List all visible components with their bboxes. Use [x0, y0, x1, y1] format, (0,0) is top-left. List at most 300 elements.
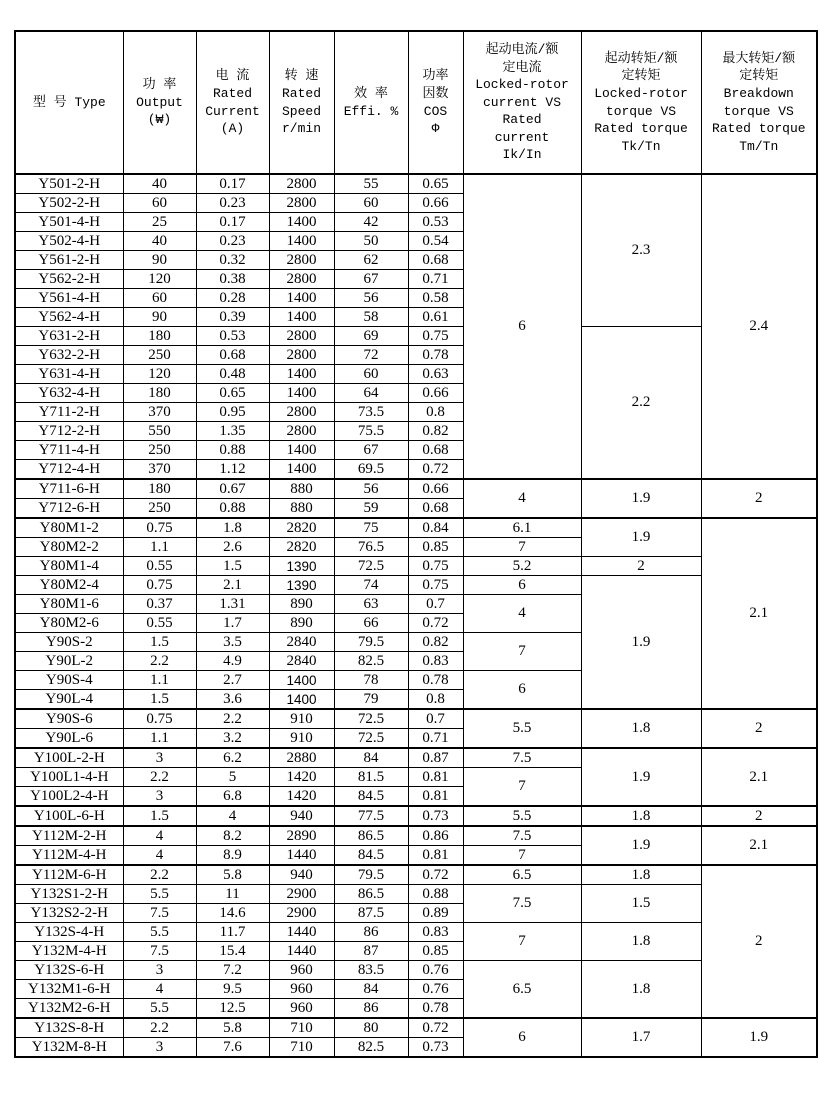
header-line: 功 率 [142, 77, 177, 93]
header-line: current [494, 129, 550, 145]
cell-effi: 56 [334, 289, 408, 308]
cell-speed: 2900 [269, 885, 334, 904]
cell-speed: 1440 [269, 942, 334, 961]
table-row [15, 1018, 817, 1038]
cell-speed: 2800 [269, 174, 334, 194]
header-tk [581, 31, 701, 174]
header-line: 定转矩 [739, 68, 779, 84]
cell-ik: 5.2 [463, 557, 581, 576]
cell-cos: 0.71 [408, 729, 463, 749]
header-output [123, 31, 196, 174]
table-row [15, 806, 817, 826]
cell-effi: 78 [334, 671, 408, 690]
cell-cos: 0.7 [408, 709, 463, 729]
header-line: Speed [281, 103, 321, 119]
cell-ik: 4 [463, 479, 581, 518]
cell-type: Y132S-4-H [15, 923, 123, 942]
cell-cos: 0.66 [408, 384, 463, 403]
cell-cos: 0.75 [408, 576, 463, 595]
cell-output: 1.5 [123, 633, 196, 652]
header-line: Ik/In [502, 147, 542, 163]
cell-speed: 1390 [269, 557, 334, 576]
cell-current: 0.28 [196, 289, 269, 308]
cell-type: Y712-2-H [15, 422, 123, 441]
header-line: 定电流 [502, 59, 542, 75]
cell-output: 4 [123, 980, 196, 999]
cell-current: 0.53 [196, 327, 269, 346]
cell-effi: 56 [334, 479, 408, 499]
cell-cos: 0.75 [408, 327, 463, 346]
cell-cos: 0.89 [408, 904, 463, 923]
cell-current: 9.5 [196, 980, 269, 999]
cell-output: 1.1 [123, 729, 196, 749]
cell-type: Y80M1-6 [15, 595, 123, 614]
cell-speed: 890 [269, 595, 334, 614]
header-ik [463, 31, 581, 174]
cell-current: 0.38 [196, 270, 269, 289]
cell-type: Y631-4-H [15, 365, 123, 384]
header-line: COS [423, 103, 448, 119]
cell-ik: 5.5 [463, 709, 581, 748]
cell-speed: 880 [269, 499, 334, 519]
cell-tk: 2 [581, 557, 701, 576]
cell-current: 5.8 [196, 865, 269, 885]
cell-effi: 73.5 [334, 403, 408, 422]
cell-current: 3.6 [196, 690, 269, 710]
cell-current: 2.2 [196, 709, 269, 729]
cell-ik: 6 [463, 576, 581, 595]
motor-spec-table-wrap [14, 30, 818, 1058]
cell-speed: 1400 [269, 384, 334, 403]
cell-speed: 1440 [269, 846, 334, 866]
cell-output: 0.37 [123, 595, 196, 614]
cell-speed: 710 [269, 1018, 334, 1038]
cell-cos: 0.86 [408, 826, 463, 846]
cell-effi: 62 [334, 251, 408, 270]
cell-output: 7.5 [123, 942, 196, 961]
cell-output: 0.75 [123, 518, 196, 538]
cell-type: Y132M-8-H [15, 1038, 123, 1058]
cell-output: 60 [123, 194, 196, 213]
cell-type: Y100L-6-H [15, 806, 123, 826]
header-type [15, 31, 123, 174]
header-line: 因数 [422, 85, 449, 101]
header-line: 转 速 [284, 68, 319, 84]
cell-effi: 79 [334, 690, 408, 710]
cell-type: Y80M1-4 [15, 557, 123, 576]
table-row [15, 826, 817, 846]
cell-output: 5.5 [123, 923, 196, 942]
cell-current: 8.9 [196, 846, 269, 866]
header-line: Output [136, 94, 183, 110]
cell-output: 0.75 [123, 709, 196, 729]
cell-type: Y132S-8-H [15, 1018, 123, 1038]
cell-effi: 86.5 [334, 885, 408, 904]
cell-current: 8.2 [196, 826, 269, 846]
cell-speed: 880 [269, 479, 334, 499]
cell-current: 0.23 [196, 194, 269, 213]
cell-cos: 0.81 [408, 846, 463, 866]
cell-type: Y100L-2-H [15, 748, 123, 768]
cell-output: 120 [123, 270, 196, 289]
cell-speed: 2800 [269, 403, 334, 422]
cell-cos: 0.78 [408, 999, 463, 1019]
cell-speed: 1390 [269, 576, 334, 595]
cell-output: 3 [123, 961, 196, 980]
cell-cos: 0.66 [408, 479, 463, 499]
header-line: Rated torque [594, 121, 688, 137]
cell-ik: 7.5 [463, 748, 581, 768]
cell-tk: 1.7 [581, 1018, 701, 1057]
cell-type: Y561-2-H [15, 251, 123, 270]
cell-ik: 6 [463, 174, 581, 479]
cell-effi: 69 [334, 327, 408, 346]
table-row [15, 479, 817, 499]
cell-tk: 2.2 [581, 327, 701, 480]
cell-speed: 2840 [269, 633, 334, 652]
cell-speed: 960 [269, 961, 334, 980]
header-line: Breakdown [723, 85, 794, 101]
cell-output: 0.55 [123, 557, 196, 576]
header-cos [408, 31, 463, 174]
cell-current: 0.65 [196, 384, 269, 403]
table-row [15, 518, 817, 538]
cell-current: 11 [196, 885, 269, 904]
cell-output: 3 [123, 748, 196, 768]
cell-current: 0.32 [196, 251, 269, 270]
cell-cos: 0.83 [408, 923, 463, 942]
cell-type: Y90L-2 [15, 652, 123, 671]
cell-output: 250 [123, 441, 196, 460]
cell-output: 2.2 [123, 865, 196, 885]
cell-effi: 66 [334, 614, 408, 633]
cell-current: 0.88 [196, 499, 269, 519]
cell-type: Y90S-4 [15, 671, 123, 690]
cell-speed: 2800 [269, 251, 334, 270]
cell-cos: 0.76 [408, 961, 463, 980]
header-line: Rated torque [711, 121, 806, 137]
cell-cos: 0.72 [408, 865, 463, 885]
cell-type: Y631-2-H [15, 327, 123, 346]
cell-output: 250 [123, 499, 196, 519]
cell-effi: 67 [334, 270, 408, 289]
table-header [15, 31, 817, 174]
cell-ik: 6 [463, 671, 581, 710]
table-row [15, 174, 817, 194]
cell-output: 370 [123, 460, 196, 480]
cell-speed: 710 [269, 1038, 334, 1058]
cell-output: 4 [123, 826, 196, 846]
cell-effi: 64 [334, 384, 408, 403]
cell-cos: 0.8 [408, 403, 463, 422]
cell-speed: 1420 [269, 768, 334, 787]
cell-ik: 6 [463, 1018, 581, 1057]
cell-type: Y132M1-6-H [15, 980, 123, 999]
cell-current: 7.6 [196, 1038, 269, 1058]
cell-speed: 1400 [269, 232, 334, 251]
cell-type: Y711-6-H [15, 479, 123, 499]
cell-current: 4.9 [196, 652, 269, 671]
cell-output: 4 [123, 846, 196, 866]
cell-current: 7.2 [196, 961, 269, 980]
cell-current: 3.2 [196, 729, 269, 749]
cell-effi: 82.5 [334, 1038, 408, 1058]
cell-tk: 1.8 [581, 865, 701, 885]
cell-effi: 76.5 [334, 538, 408, 557]
cell-output: 1.1 [123, 671, 196, 690]
cell-effi: 84 [334, 748, 408, 768]
cell-cos: 0.63 [408, 365, 463, 384]
cell-cos: 0.75 [408, 557, 463, 576]
cell-type: Y501-4-H [15, 213, 123, 232]
cell-cos: 0.85 [408, 942, 463, 961]
cell-ik: 7 [463, 538, 581, 557]
cell-cos: 0.78 [408, 671, 463, 690]
cell-cos: 0.81 [408, 787, 463, 807]
cell-effi: 74 [334, 576, 408, 595]
cell-effi: 86 [334, 999, 408, 1019]
cell-tk: 1.5 [581, 885, 701, 923]
cell-speed: 890 [269, 614, 334, 633]
cell-effi: 42 [334, 213, 408, 232]
header-line: 功率 [422, 68, 449, 84]
cell-speed: 960 [269, 999, 334, 1019]
cell-cos: 0.53 [408, 213, 463, 232]
cell-speed: 940 [269, 865, 334, 885]
cell-output: 550 [123, 422, 196, 441]
cell-effi: 60 [334, 194, 408, 213]
cell-output: 250 [123, 346, 196, 365]
cell-type: Y100L1-4-H [15, 768, 123, 787]
table-row [15, 748, 817, 768]
cell-effi: 79.5 [334, 865, 408, 885]
cell-type: Y112M-6-H [15, 865, 123, 885]
cell-speed: 940 [269, 806, 334, 826]
header-line: current VS [482, 94, 561, 110]
cell-output: 370 [123, 403, 196, 422]
cell-cos: 0.73 [408, 1038, 463, 1058]
cell-current: 1.35 [196, 422, 269, 441]
cell-output: 2.2 [123, 652, 196, 671]
cell-tk: 1.9 [581, 518, 701, 557]
cell-cos: 0.83 [408, 652, 463, 671]
cell-speed: 1400 [269, 365, 334, 384]
cell-current: 1.5 [196, 557, 269, 576]
header-line: 电 流 [215, 68, 250, 84]
table-row [15, 709, 817, 729]
header-line: torque VS [605, 103, 677, 119]
cell-current: 2.7 [196, 671, 269, 690]
table-row [15, 557, 817, 576]
cell-effi: 86 [334, 923, 408, 942]
cell-output: 2.2 [123, 768, 196, 787]
cell-cos: 0.81 [408, 768, 463, 787]
header-speed [269, 31, 334, 174]
cell-speed: 2800 [269, 270, 334, 289]
cell-ik: 4 [463, 595, 581, 633]
cell-current: 0.95 [196, 403, 269, 422]
table-body [15, 174, 817, 1057]
cell-speed: 1400 [269, 460, 334, 480]
header-line: torque VS [723, 103, 794, 119]
cell-cos: 0.61 [408, 308, 463, 327]
cell-effi: 86.5 [334, 826, 408, 846]
cell-current: 1.7 [196, 614, 269, 633]
cell-type: Y80M2-4 [15, 576, 123, 595]
cell-speed: 1420 [269, 787, 334, 807]
cell-type: Y90L-4 [15, 690, 123, 710]
cell-cos: 0.88 [408, 885, 463, 904]
cell-speed: 2820 [269, 518, 334, 538]
cell-current: 2.1 [196, 576, 269, 595]
header-line: Effi. % [343, 103, 399, 119]
cell-current: 5 [196, 768, 269, 787]
header-row [15, 31, 817, 174]
cell-speed: 960 [269, 980, 334, 999]
header-line: 型 号 Type [32, 94, 106, 110]
cell-speed: 910 [269, 729, 334, 749]
cell-cos: 0.66 [408, 194, 463, 213]
cell-tm: 2.1 [701, 518, 817, 709]
cell-cos: 0.68 [408, 251, 463, 270]
cell-current: 0.17 [196, 174, 269, 194]
cell-effi: 77.5 [334, 806, 408, 826]
cell-tm: 2 [701, 709, 817, 748]
cell-effi: 84 [334, 980, 408, 999]
cell-effi: 72.5 [334, 709, 408, 729]
header-line: Φ [431, 121, 440, 137]
cell-effi: 58 [334, 308, 408, 327]
cell-cos: 0.7 [408, 595, 463, 614]
cell-tk: 1.8 [581, 961, 701, 1019]
cell-ik: 5.5 [463, 806, 581, 826]
header-line: 效 率 [354, 85, 388, 101]
cell-type: Y132M2-6-H [15, 999, 123, 1019]
cell-effi: 81.5 [334, 768, 408, 787]
cell-speed: 2800 [269, 422, 334, 441]
cell-output: 3 [123, 1038, 196, 1058]
cell-effi: 55 [334, 174, 408, 194]
cell-output: 1.5 [123, 806, 196, 826]
cell-ik: 7 [463, 633, 581, 671]
cell-output: 60 [123, 289, 196, 308]
cell-current: 0.67 [196, 479, 269, 499]
cell-tk: 1.9 [581, 826, 701, 865]
cell-effi: 80 [334, 1018, 408, 1038]
cell-ik: 7.5 [463, 885, 581, 923]
cell-cos: 0.71 [408, 270, 463, 289]
cell-cos: 0.76 [408, 980, 463, 999]
cell-output: 180 [123, 327, 196, 346]
header-line: Locked-rotor [475, 77, 569, 93]
cell-effi: 84.5 [334, 846, 408, 866]
cell-output: 1.5 [123, 690, 196, 710]
cell-effi: 84.5 [334, 787, 408, 807]
cell-type: Y632-2-H [15, 346, 123, 365]
table-row [15, 923, 817, 942]
cell-speed: 2800 [269, 194, 334, 213]
cell-output: 0.75 [123, 576, 196, 595]
cell-cos: 0.78 [408, 346, 463, 365]
cell-type: Y90L-6 [15, 729, 123, 749]
cell-current: 0.88 [196, 441, 269, 460]
cell-tm: 2 [701, 806, 817, 826]
cell-cos: 0.87 [408, 748, 463, 768]
cell-current: 1.12 [196, 460, 269, 480]
header-line: 定转矩 [621, 68, 661, 84]
cell-current: 4 [196, 806, 269, 826]
header-line: Rated [502, 112, 542, 128]
header-line: r/min [281, 121, 321, 137]
cell-tk: 1.8 [581, 709, 701, 748]
cell-speed: 2890 [269, 826, 334, 846]
cell-output: 120 [123, 365, 196, 384]
cell-current: 0.17 [196, 213, 269, 232]
motor-spec-table [14, 30, 818, 1058]
cell-output: 90 [123, 308, 196, 327]
cell-tm: 1.9 [701, 1018, 817, 1057]
cell-type: Y711-4-H [15, 441, 123, 460]
cell-effi: 72.5 [334, 557, 408, 576]
cell-ik: 7 [463, 923, 581, 961]
cell-output: 90 [123, 251, 196, 270]
cell-cos: 0.85 [408, 538, 463, 557]
cell-speed: 910 [269, 709, 334, 729]
cell-output: 180 [123, 384, 196, 403]
cell-type: Y100L2-4-H [15, 787, 123, 807]
cell-output: 25 [123, 213, 196, 232]
cell-speed: 2800 [269, 327, 334, 346]
header-current [196, 31, 269, 174]
cell-current: 12.5 [196, 999, 269, 1019]
cell-cos: 0.68 [408, 441, 463, 460]
header-line: Tk/Tn [621, 138, 661, 154]
cell-ik: 7 [463, 846, 581, 866]
cell-speed: 1400 [269, 690, 334, 710]
cell-type: Y561-4-H [15, 289, 123, 308]
cell-cos: 0.72 [408, 614, 463, 633]
cell-type: Y562-2-H [15, 270, 123, 289]
cell-tk: 2.3 [581, 174, 701, 327]
cell-effi: 75 [334, 518, 408, 538]
cell-output: 180 [123, 479, 196, 499]
cell-current: 11.7 [196, 923, 269, 942]
cell-speed: 2880 [269, 748, 334, 768]
cell-type: Y112M-2-H [15, 826, 123, 846]
cell-speed: 2900 [269, 904, 334, 923]
cell-type: Y80M2-2 [15, 538, 123, 557]
cell-type: Y501-2-H [15, 174, 123, 194]
cell-type: Y80M2-6 [15, 614, 123, 633]
cell-ik: 6.5 [463, 865, 581, 885]
cell-effi: 72 [334, 346, 408, 365]
cell-speed: 2820 [269, 538, 334, 557]
table-row [15, 865, 817, 885]
cell-type: Y711-2-H [15, 403, 123, 422]
cell-effi: 69.5 [334, 460, 408, 480]
cell-type: Y712-4-H [15, 460, 123, 480]
cell-output: 40 [123, 232, 196, 251]
cell-effi: 67 [334, 441, 408, 460]
cell-current: 3.5 [196, 633, 269, 652]
cell-cos: 0.72 [408, 1018, 463, 1038]
cell-current: 1.8 [196, 518, 269, 538]
cell-current: 15.4 [196, 942, 269, 961]
cell-speed: 1400 [269, 213, 334, 232]
cell-tm: 2 [701, 865, 817, 1018]
table-row [15, 576, 817, 595]
cell-output: 0.55 [123, 614, 196, 633]
